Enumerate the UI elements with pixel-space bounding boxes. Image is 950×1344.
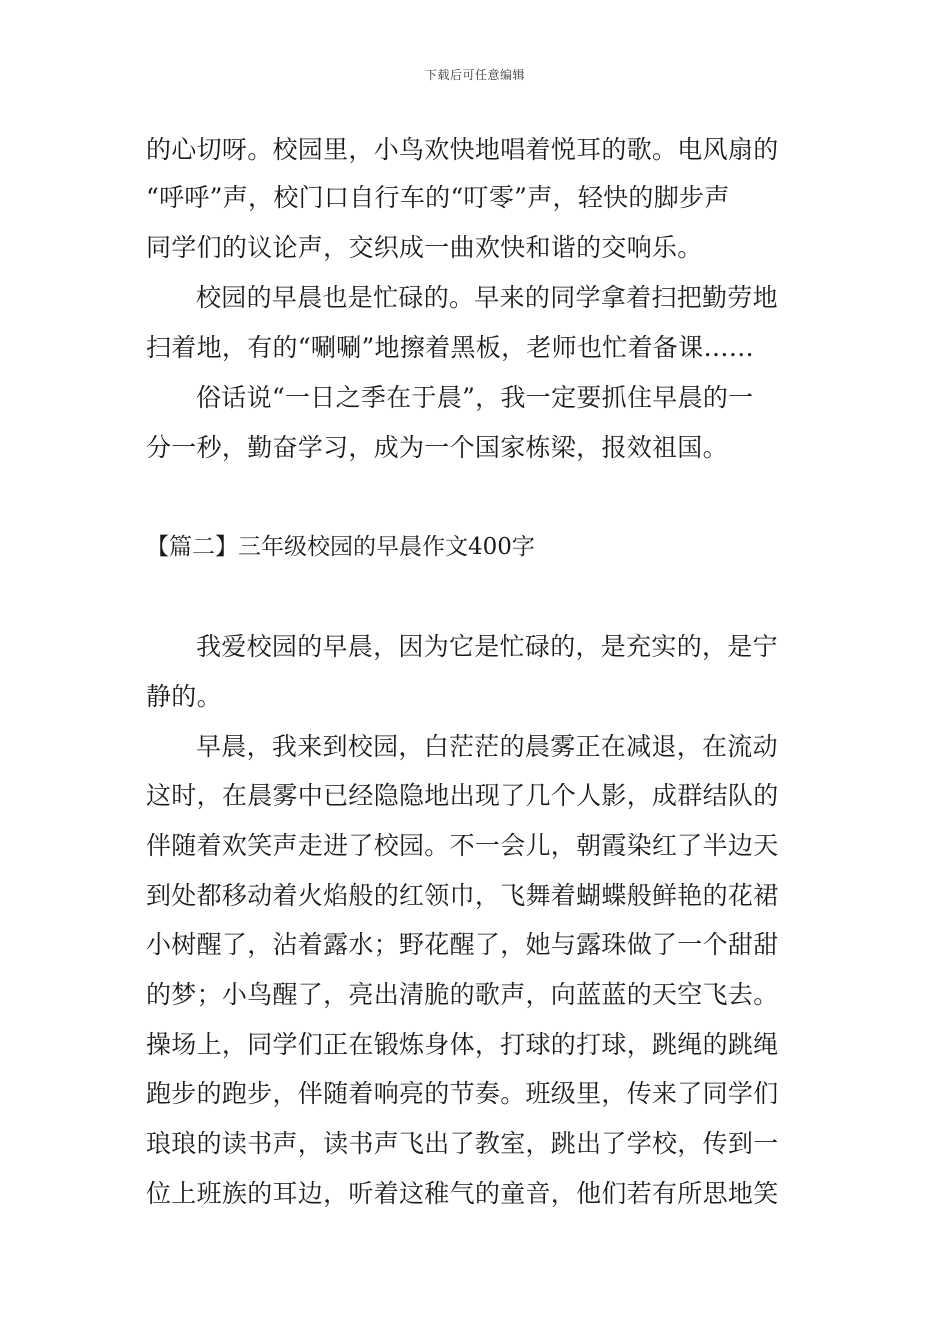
text-line: 这时，在晨雾中已经隐隐地出现了几个人影，成群结队的: [146, 781, 779, 810]
text-line: “呼呼”声，校门口自行车的“叮零”声，轻快的脚步声: [146, 183, 730, 212]
text-line: 扫着地，有的“唰唰”地擦着黑板，老师也忙着备课……: [146, 333, 755, 362]
text-line: 跑步的跑步，伴随着响亮的节奏。班级里，传来了同学们: [146, 1079, 779, 1108]
text-line: 位上班族的耳边，听着这稚气的童音，他们若有所思地笑: [146, 1179, 779, 1208]
text-line: 操场上，同学们正在锻炼身体，打球的打球，跳绳的跳绳: [146, 1030, 779, 1059]
text-line: 俗话说“一日之季在于晨”，我一定要抓住早晨的一: [196, 383, 754, 412]
text-line: 我爱校园的早晨，因为它是忙碌的，是充实的，是宁: [196, 632, 778, 661]
text-line: 静的。: [146, 682, 222, 711]
text-line: 早晨，我来到校园，白茫茫的晨雾正在减退，在流动: [196, 732, 778, 761]
text-line: 琅琅的读书声，读书声飞出了教室，跳出了学校，传到一: [146, 1129, 779, 1158]
text-line: 校园的早晨也是忙碌的。早来的同学拿着扫把勤劳地: [196, 283, 778, 312]
text-line: 到处都移动着火焰般的红领巾，飞舞着蝴蝶般鲜艳的花裙: [146, 881, 779, 910]
download-note: 下载后可任意编辑: [424, 68, 525, 82]
text-line: 同学们的议论声，交织成一曲欢快和谐的交响乐。: [146, 233, 703, 262]
text-line: 的心切呀。校园里，小鸟欢快地唱着悦耳的歌。电风扇的: [146, 135, 779, 164]
text-line: 伴随着欢笑声走进了校园。不一会儿，朝霞染红了半边天: [146, 831, 779, 860]
text-line: 小树醒了，沾着露水；野花醒了，她与露珠做了一个甜甜: [146, 930, 779, 959]
text-line: 的梦；小鸟醒了，亮出清脆的歌声，向蓝蓝的天空飞去。: [146, 980, 779, 1009]
text-line: 分一秒，勤奋学习，成为一个国家栋梁，报效祖国。: [146, 433, 728, 462]
section-heading: 【篇二】三年级校园的早晨作文400字: [146, 534, 535, 560]
